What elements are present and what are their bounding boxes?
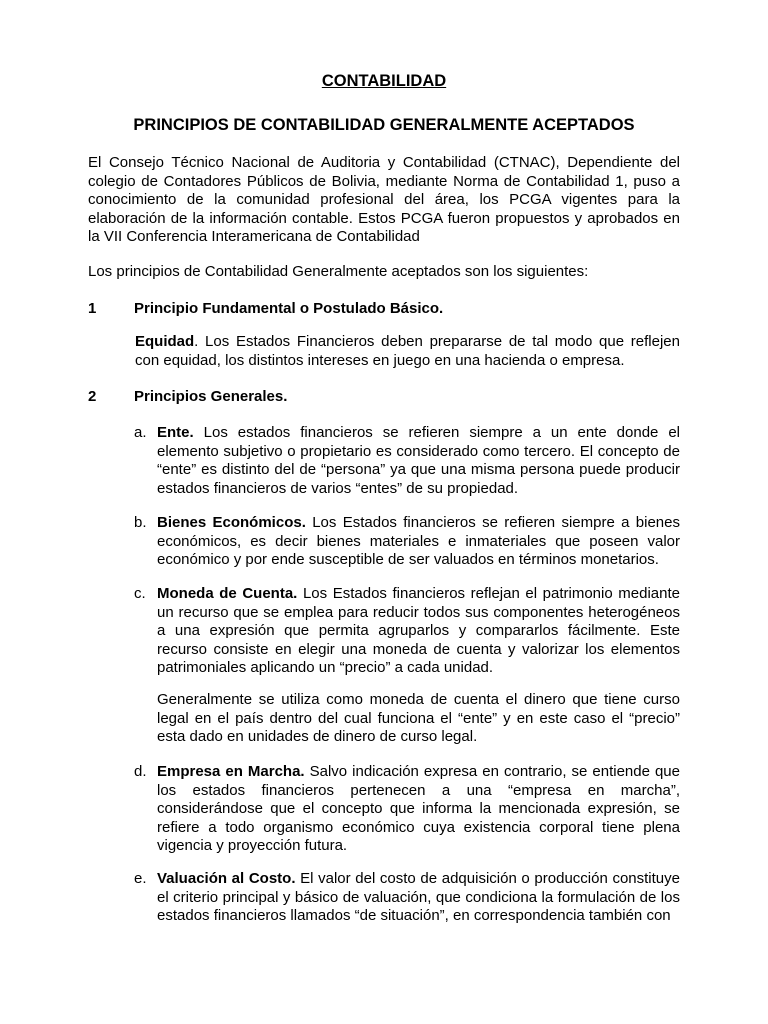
- document-subtitle: PRINCIPIOS DE CONTABILIDAD GENERALMENTE ACEPTADOS: [133, 116, 635, 134]
- lead-paragraph: Los principios de Contabilidad Generalmente aceptados son los siguientes:: [88, 263, 589, 280]
- item-a-paragraph: [157, 424, 680, 498]
- item-c-marker: c.: [134, 585, 146, 602]
- item-e-marker: e.: [134, 870, 147, 887]
- item-e-paragraph: [157, 870, 680, 926]
- item-b-term: Bienes Económicos.: [157, 514, 306, 531]
- item-a-marker: a.: [134, 424, 147, 441]
- item-d-marker: d.: [134, 763, 147, 780]
- item-d-term: Empresa en Marcha.: [157, 763, 305, 780]
- item-c-extra-paragraph: Generalmente se utiliza como moneda de cuenta el dinero que tiene curso legal en el país dentro del cual funciona el “ente” y en este caso el “precio” esta dado en unidades de dinero de curso legal.: [157, 691, 680, 746]
- item-a-term: Ente.: [157, 424, 194, 441]
- item-c-term: Moneda de Cuenta.: [157, 585, 298, 602]
- section-1-title: Principio Fundamental o Postulado Básico.: [134, 300, 444, 317]
- item-b-text: Los Estados financieros se refieren siempre a bienes económicos, es decir bienes materiales e inmateriales que poseen valor económico y por ende susceptible de ser valuados en términos monetarios.: [157, 514, 680, 569]
- section-2-title: Principios Generales.: [134, 388, 288, 405]
- section-1-paragraph: [135, 333, 680, 370]
- item-b-paragraph: [157, 514, 680, 570]
- item-d-paragraph: [157, 763, 680, 856]
- section-1-term: Equidad: [135, 333, 195, 350]
- section-2-number: 2: [88, 388, 97, 405]
- document-title: CONTABILIDAD: [321, 72, 447, 90]
- item-d-text: Salvo indicación expresa en contrario, se entiende que los estados financieros pertenecen a una “empresa en marcha”, considerándose que el concepto que informa la mencionada expresión, se refiere a todo organismo económico cuya existencia corporal tiene plena vigencia y proyección futura.: [157, 763, 680, 855]
- item-e-term: Valuación al Costo.: [157, 870, 296, 887]
- section-1-text: . Los Estados Financieros deben prepararse de tal modo que reflejen con equidad, los distintos intereses en juego en una hacienda o empresa.: [135, 333, 680, 369]
- intro-paragraph: El Consejo Técnico Nacional de Auditoria y Contabilidad (CTNAC), Dependiente del colegio de Contadores Públicos de Bolivia, mediante Norma de Contabilidad 1, puso a conocimiento de la comunidad profesional del área, los PCGA vigentes para la elaboración de la información contable. Estos PCGA fueron propuestos y aprobados en la VII Conferencia Interamericana de Contabilidad: [88, 154, 680, 246]
- item-c-text: Los Estados financieros reflejan el patrimonio mediante un recurso que se emplea para reducir todos sus componentes heterogéneos a una expresión que permita agruparlos y compararlos fácilmente. Este recurso consiste en elegir una moneda de cuenta y valorizar los elementos patrimoniales aplicando un “precio” a cada unidad.: [157, 585, 680, 677]
- item-b-marker: b.: [134, 514, 147, 531]
- section-1-number: 1: [88, 300, 97, 317]
- item-c-paragraph: [157, 585, 680, 678]
- item-e-text: El valor del costo de adquisición o producción constituye el criterio principal y básico de valuación, que condiciona la formulación de los estados financieros llamados “de situación”, en correspondencia también con: [157, 870, 680, 925]
- item-a-text: Los estados financieros se refieren siempre a un ente donde el elemento subjetivo o propietario es considerado como tercero. El concepto de “ente” es distinto del de “persona” ya que una misma persona puede producir estados financieros de varios “entes” de su propiedad.: [157, 424, 680, 497]
